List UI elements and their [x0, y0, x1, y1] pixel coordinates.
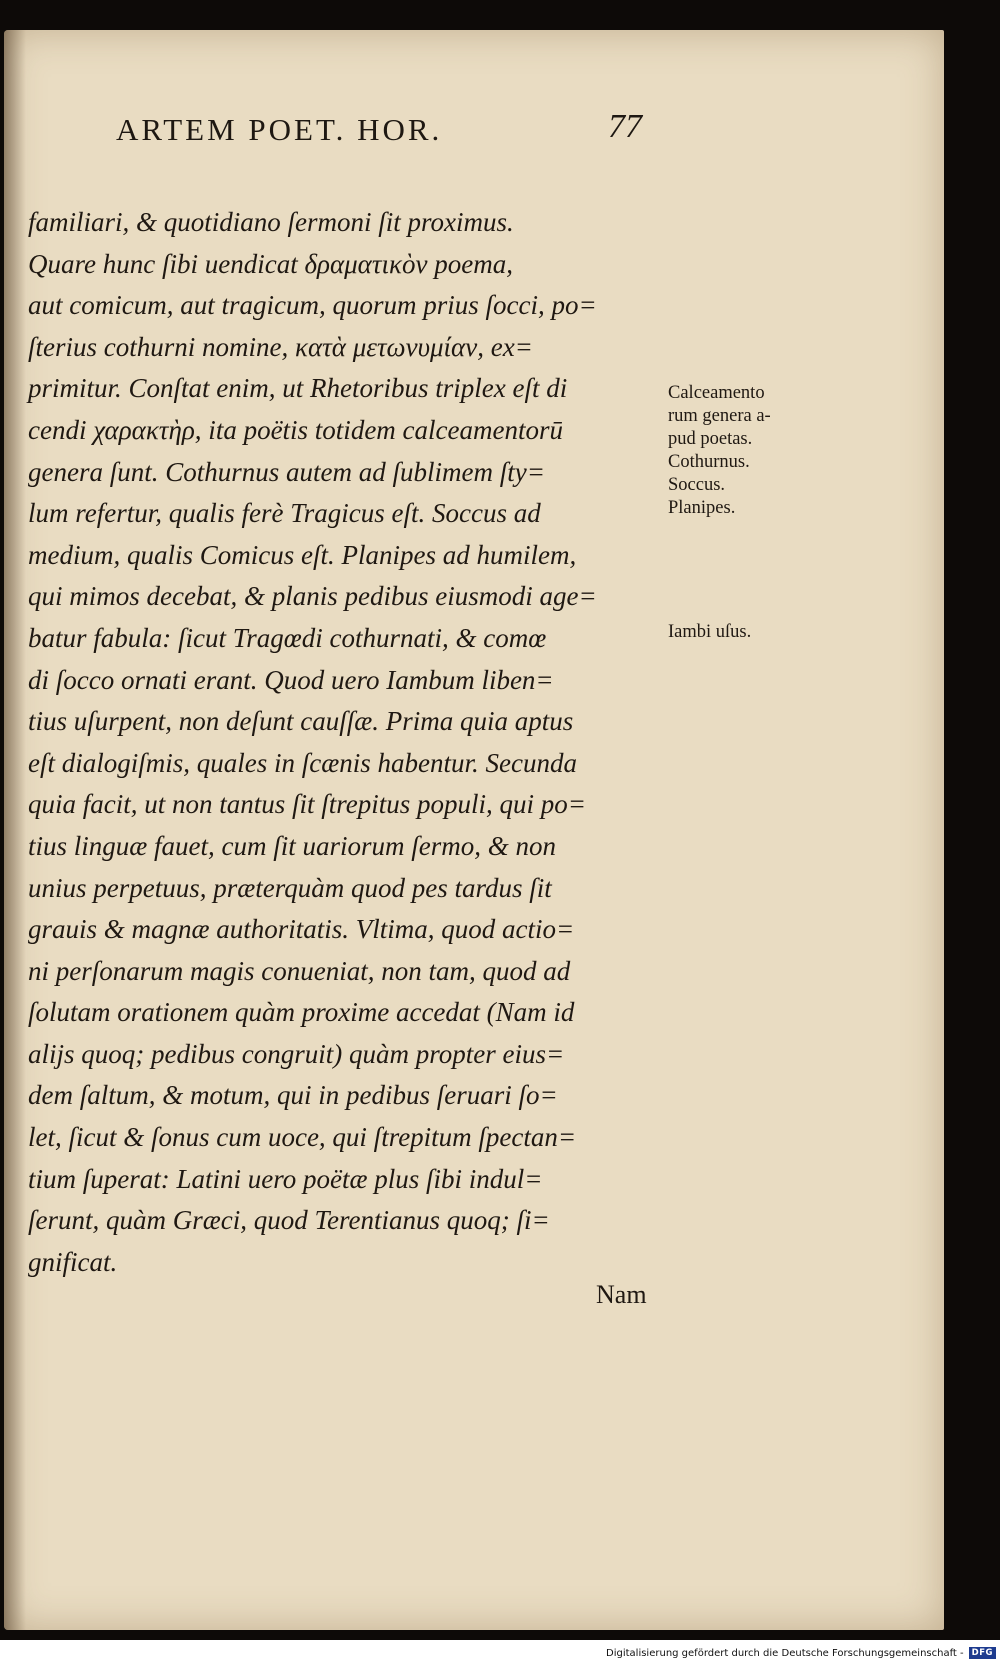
margin-note-genera: rum genera a-: [668, 406, 771, 426]
margin-notes: [668, 382, 836, 644]
text-line: Quare hunc ſibi uendicat δραματικὸν poema,: [28, 248, 513, 279]
text-line: ſterius cothurni nomine, κατὰ μετωνυμίαν, ex=: [28, 331, 533, 362]
margin-note-poetas: pud poetas.: [668, 429, 753, 449]
text-line: tius linguæ fauet, cum ſit uariorum ſermo, & non: [28, 830, 557, 861]
margin-note-calceamentorum: Calceamento: [668, 383, 765, 403]
text-line: di ſocco ornati erant. Quod uero Iambum liben=: [28, 664, 554, 695]
text-line: aut comicum, aut tragicum, quorum prius ſocci, po=: [28, 290, 597, 321]
dfg-logo: DFG: [969, 1647, 996, 1659]
text-line: medium, qualis Comicus eſt. Planipes ad humilem,: [28, 539, 577, 570]
body-text: [28, 202, 668, 1283]
text-line: ſerunt, quàm Græci, quod Terentianus quoq; ſi=: [28, 1205, 550, 1236]
text-line: quia facit, ut non tantus ſit ſtrepitus populi, qui po=: [28, 789, 586, 820]
margin-note-iambi: Iambi uſus.: [668, 622, 752, 642]
book-page: [4, 30, 944, 1630]
margin-note-cothurnus: Cothurnus.: [668, 452, 750, 472]
text-line: lum refertur, qualis ferè Tragicus eſt. Soccus ad: [28, 498, 541, 529]
text-line: genera ſunt. Cothurnus autem ad ſublimem ſty=: [28, 456, 545, 487]
credit-text: Digitalisierung gefördert durch die Deutsche Forschungsgemeinschaft -: [606, 1647, 964, 1659]
text-line: eſt dialogiſmis, quales in ſcænis habentur. Secunda: [28, 747, 577, 778]
text-line: ni perſonarum magis conueniat, non tam, quod ad: [28, 955, 571, 986]
text-line: unius perpetuus, præterquàm quod pes tardus ſit: [28, 872, 552, 903]
text-line: tium ſuperat: Latini uero poëtæ plus ſibi indul=: [28, 1163, 543, 1194]
margin-note-soccus: Soccus.: [668, 475, 726, 495]
text-line: tius uſurpent, non deſunt cauſſæ. Prima quia aptus: [28, 706, 574, 737]
text-line: batur fabula: ſicut Tragœdi cothurnati, & comœ: [28, 622, 547, 653]
text-line: dem ſaltum, & motum, qui in pedibus ſeruari ſo=: [28, 1080, 558, 1111]
text-line: qui mimos decebat, & planis pedibus eiusmodi age=: [28, 581, 597, 612]
text-line: familiari, & quotidiano ſermoni ſit proximus.: [28, 207, 514, 237]
text-line: cendi χαρακτὴρ, ita poëtis totidem calceamentorū: [28, 414, 563, 445]
text-line: grauis & magnæ authoritatis. Vltima, quod actio=: [28, 914, 575, 945]
text-line: ſolutam orationem quàm proxime accedat (Nam id: [28, 997, 575, 1028]
digitization-credit: [606, 1644, 996, 1662]
margin-spacer: [668, 520, 836, 621]
text-line: alijs quoq; pedibus congruit) quàm propter eius=: [28, 1038, 565, 1069]
page-number: 77: [608, 108, 642, 145]
text-line: let, ſicut & ſonus cum uoce, qui ſtrepitum ſpectan=: [28, 1122, 577, 1153]
catchword: Nam: [596, 1280, 647, 1309]
margin-note-planipes: Planipes.: [668, 498, 736, 518]
text-line: primitur. Conſtat enim, ut Rhetoribus triplex eſt di: [28, 373, 568, 404]
running-head: ARTEM POET. HOR.: [116, 112, 443, 147]
spine-shadow: [4, 30, 26, 1630]
text-line: gnificat.: [28, 1246, 118, 1277]
